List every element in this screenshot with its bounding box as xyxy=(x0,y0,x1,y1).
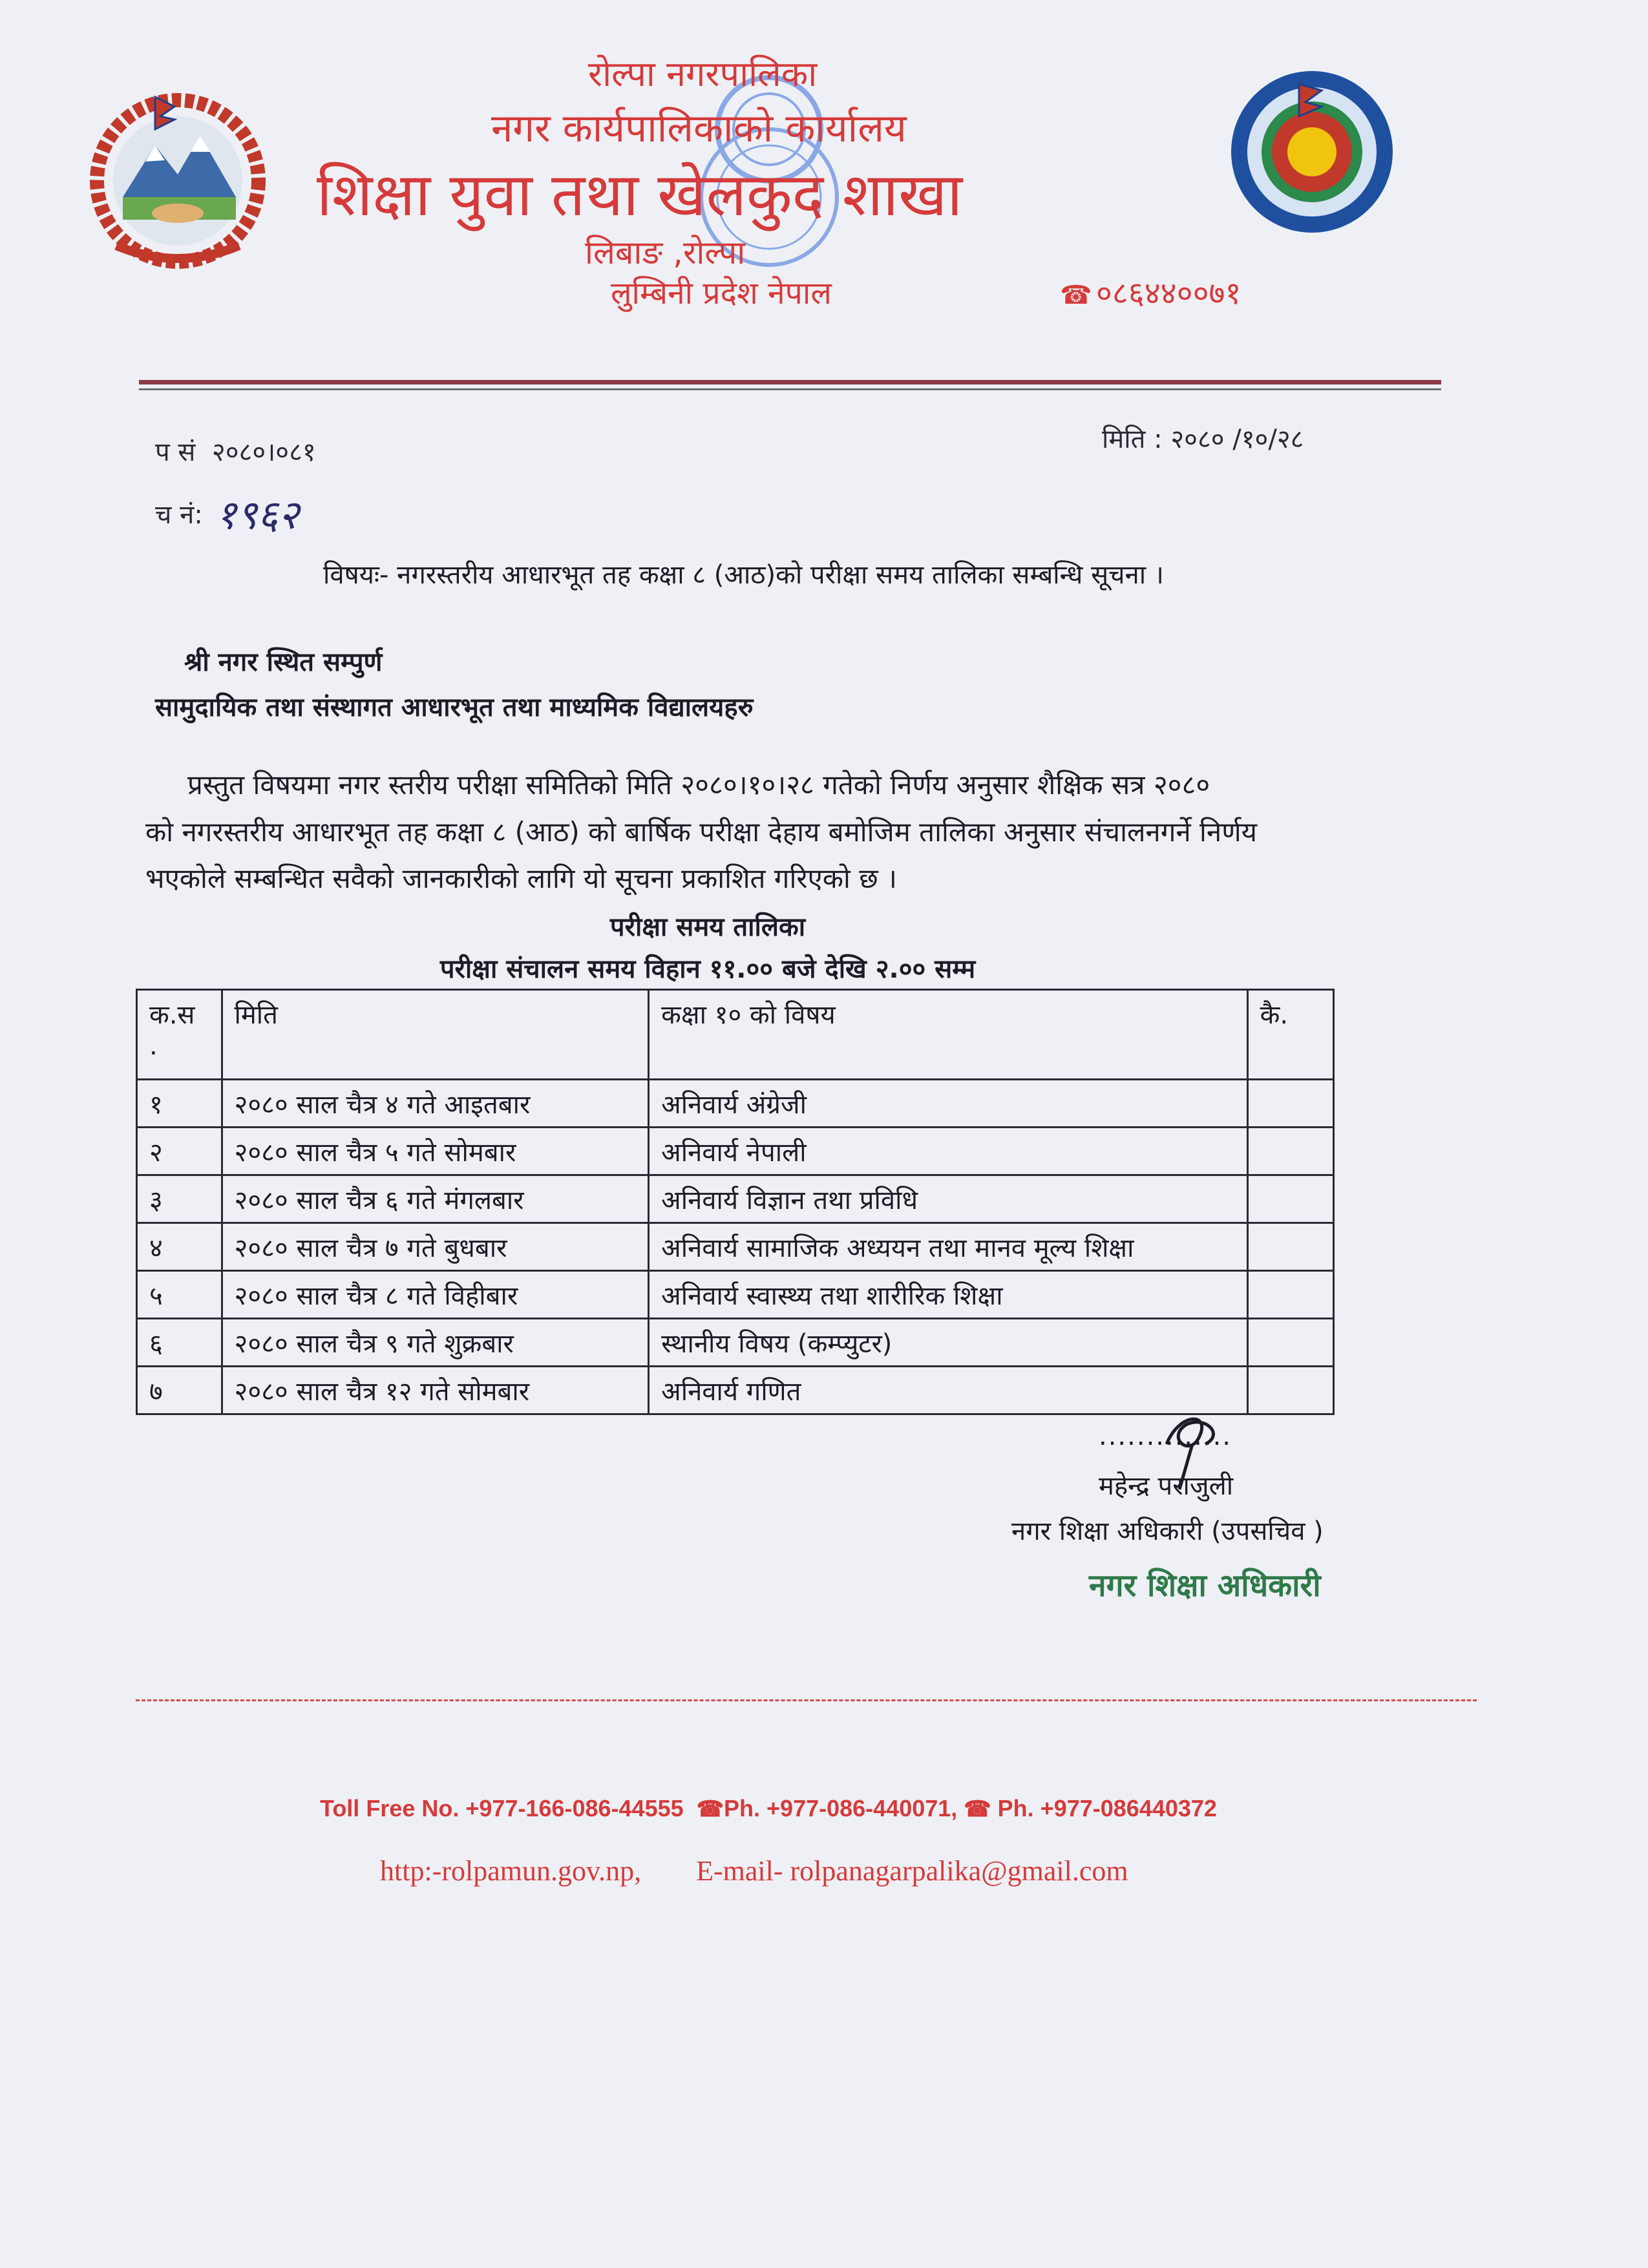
col-header-subject: कक्षा १० को विषय xyxy=(649,990,1248,1080)
body-line-3: भएकोले सम्बन्धित सवैको जानकारीको लागि यो सूचना प्रकाशित गरिएको छ । xyxy=(145,863,897,894)
col-header-serial-text: क.स . xyxy=(149,1000,195,1061)
header-rule-thin xyxy=(139,388,1441,390)
cell-remarks xyxy=(1247,1271,1333,1319)
cell-serial: ७ xyxy=(137,1367,222,1414)
chn-value: १९६२ xyxy=(215,491,299,538)
province-country: लुम्बिनी प्रदेश नेपाल xyxy=(611,275,832,311)
footer-phones xyxy=(320,1795,1217,1822)
cell-serial: २ xyxy=(137,1128,222,1175)
cell-date: २०८० साल चैत्र ६ गते मंगलबार xyxy=(222,1175,649,1223)
cell-subject: अनिवार्य सामाजिक अध्ययन तथा मानव मूल्य शिक्षा xyxy=(649,1223,1248,1271)
email-link[interactable]: E-mail- rolpanagarpalika@gmail.com xyxy=(696,1855,1128,1887)
office-phone xyxy=(1060,271,1241,313)
body-line-2: को नगरस्तरीय आधारभूत तह कक्षा ८ (आठ) को बार्षिक परीक्षा देहाय बमोजिम तालिका अनुसार संचालनगर्ने निर्णय xyxy=(145,816,1257,848)
tollfree-number: Toll Free No. +977-166-086-44555 xyxy=(320,1795,684,1822)
col-header-date: मिति xyxy=(222,990,649,1080)
addressee-line-1: श्री नगर स्थित सम्पुर्ण xyxy=(184,647,383,677)
cell-date: २०८० साल चैत्र ८ गते विहीबार xyxy=(222,1271,649,1319)
date-label: मिति : xyxy=(1102,425,1163,454)
cell-serial: ३ xyxy=(137,1175,222,1223)
cell-serial: ५ xyxy=(137,1271,222,1319)
phone-number-1: Ph. +977-086-440071, xyxy=(724,1795,958,1822)
table-row xyxy=(137,1175,1334,1223)
cell-remarks xyxy=(1247,1080,1333,1128)
table-row xyxy=(137,1128,1334,1175)
cell-date: २०८० साल चैत्र ७ गते बुधबार xyxy=(222,1223,649,1271)
timetable-subtitle: परीक्षा संचालन समय विहान ११.०० बजे देखि २.०० सम्म xyxy=(439,954,976,984)
chn-label: च नं: xyxy=(155,500,203,530)
timetable-title: परीक्षा समय तालिका xyxy=(609,912,806,942)
table-header-row xyxy=(137,990,1334,1080)
cell-subject: अनिवार्य नेपाली xyxy=(649,1128,1248,1175)
cell-subject: अनिवार्य विज्ञान तथा प्रविधि xyxy=(649,1175,1248,1223)
addressee-line-2: सामुदायिक तथा संस्थागत आधारभूत तथा माध्यमिक विद्यालयहरु xyxy=(155,693,754,722)
exam-timetable xyxy=(136,989,1335,1415)
phone-icon: ☎ xyxy=(964,1797,991,1822)
location: लिबाङ ,रोल्पा xyxy=(585,234,746,271)
ps-value: २०८०।०८१ xyxy=(211,437,316,467)
website-link[interactable]: http:-rolpamun.gov.np, xyxy=(380,1855,642,1887)
cell-remarks xyxy=(1247,1367,1333,1414)
col-header-remarks: कै. xyxy=(1247,990,1333,1080)
cell-date: २०८० साल चैत्र ५ गते सोमबार xyxy=(222,1128,649,1175)
officer-stamp: नगर शिक्षा अधिकारी xyxy=(1089,1568,1321,1604)
footer-web xyxy=(380,1854,1128,1887)
cell-subject: अनिवार्य स्वास्थ्य तथा शारीरिक शिक्षा xyxy=(649,1271,1248,1319)
table-row xyxy=(137,1271,1334,1319)
letter-date xyxy=(1102,420,1304,456)
branch-name: शिक्षा युवा तथा खेलकुद शाखा xyxy=(317,160,963,229)
subject-line: विषयः- नगरस्तरीय आधारभूत तह कक्षा ८ (आठ)को परीक्षा समय तालिका सम्बन्धि सूचना । xyxy=(323,560,1164,590)
phone-icon: ☎ xyxy=(1060,280,1092,310)
signatory-name: महेन्द्र पराजुली xyxy=(1099,1471,1234,1501)
cell-remarks xyxy=(1247,1175,1333,1223)
cell-date: २०८० साल चैत्र ९ गते शुक्रबार xyxy=(222,1319,649,1367)
cell-serial: ६ xyxy=(137,1319,222,1367)
signatory-designation: नगर शिक्षा अधिकारी (उपसचिव ) xyxy=(1011,1517,1324,1546)
table-row xyxy=(137,1223,1334,1271)
signature-dots: .............. xyxy=(1099,1422,1232,1451)
nepal-emblem-icon xyxy=(84,84,271,271)
cell-date: २०८० साल चैत्र ४ गते आइतबार xyxy=(222,1080,649,1128)
office-name: नगर कार्यपालिकाको कार्यालय xyxy=(491,106,907,151)
table-row xyxy=(137,1319,1334,1367)
municipality-name: रोल्पा नगरपालिका xyxy=(588,54,818,94)
ps-number xyxy=(155,433,316,468)
phone-number-2: Ph. +977-086440372 xyxy=(997,1795,1217,1822)
cell-remarks xyxy=(1247,1319,1333,1367)
cell-subject: अनिवार्य गणित xyxy=(649,1367,1248,1414)
cell-serial: ४ xyxy=(137,1223,222,1271)
date-value: २०८० /१०/२८ xyxy=(1170,425,1304,454)
cell-date: २०८० साल चैत्र १२ गते सोमबार xyxy=(222,1367,649,1414)
municipality-logo-icon xyxy=(1225,65,1399,239)
office-phone-number: ०८६४४००७१ xyxy=(1095,275,1241,311)
cell-remarks xyxy=(1247,1223,1333,1271)
table-row xyxy=(137,1080,1334,1128)
col-header-serial xyxy=(137,990,222,1080)
phone-icon: ☎ xyxy=(696,1797,724,1822)
cell-subject: स्थानीय विषय (कम्प्युटर) xyxy=(649,1319,1248,1367)
cell-subject: अनिवार्य अंग्रेजी xyxy=(649,1080,1248,1128)
cell-serial: १ xyxy=(137,1080,222,1128)
chn-number xyxy=(155,481,299,536)
ps-label: प सं xyxy=(155,437,196,467)
cell-remarks xyxy=(1247,1128,1333,1175)
body-line-1: प्रस्तुत विषयमा नगर स्तरीय परीक्षा समितिको मिति २०८०।१०।२८ गतेको निर्णय अनुसार शैक्षिक सत्र २०८० xyxy=(187,769,1210,801)
header-rule xyxy=(139,380,1441,384)
footer-divider xyxy=(136,1699,1477,1701)
